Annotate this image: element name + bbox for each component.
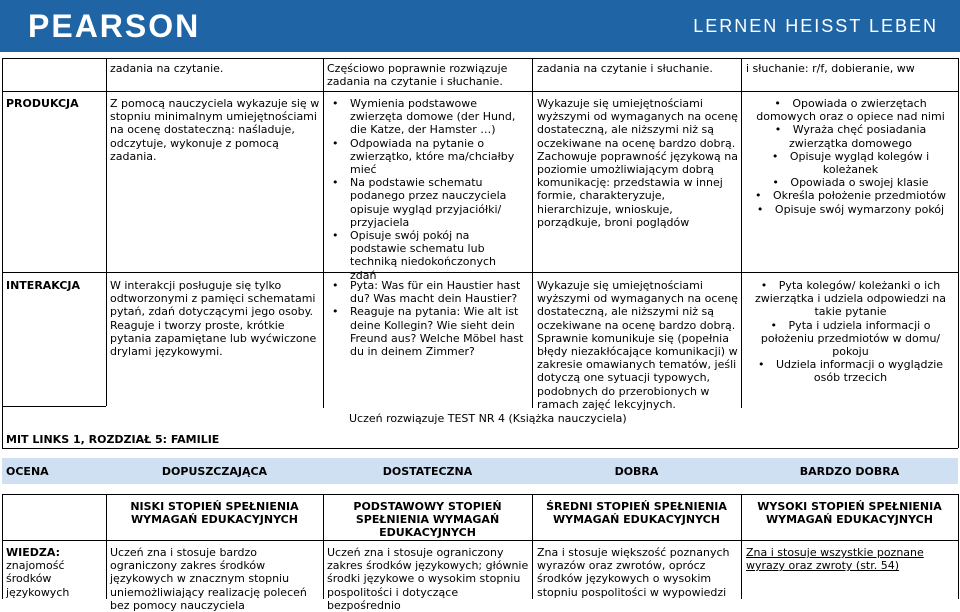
level-niski: NISKI STOPIEŃ SPEŁNIENIA WYMAGAŃ EDUKACYJNYCH (130, 500, 299, 527)
test-note: Uczeń rozwiązuje TEST NR 4 (Książka nauczyciela) (349, 412, 627, 425)
grade-dobra: DOBRA (614, 465, 659, 478)
col-divider (532, 494, 533, 599)
top-row-cell: i słuchanie: r/f, dobieranie, ww (746, 62, 915, 75)
top-row-cell: zadania na czytanie. (110, 62, 224, 75)
col-divider (958, 494, 959, 599)
grade-dopuszczajaca: DOPUSZCZAJĄCA (161, 465, 268, 478)
level-podstawowy: PODSTAWOWY STOPIEŃ SPEŁNIENIA WYMAGAŃ EDUKACYJNYCH (353, 500, 502, 540)
list-item: • Na podstawie schematu podanego przez nauczyciela opisuje wygląd przyjaciółki/ przyjaciela (324, 176, 523, 229)
produkcja-col3: Wykazuje się umiejętnościami wyższymi od wymaganych na ocenę dostateczną, ale niższymi niż są oczekiwane na ocenę bardzo dobrą. Zachowuje poprawność językową na poziomie umożliwiającym dobrą komunikację: przedstawia w innej formie, charakteryzuje, hierarchizuje, wnioskuje, porządkuje, broni poglądów (537, 97, 739, 229)
produkcja-col1: Z pomocą nauczyciela wykazuje się w stopniu minimalnym umiejętnościami na ocenę dostateczną: naśladuje, odczytuje, wykonuje z pomocą zadania. (110, 97, 320, 163)
wiedza-col3: Zna i stosuje większość poznanych wyrazów oraz zwrotów, oprócz środków językowych o wysokim stopniu pospolitości w wypowiedzi (537, 546, 730, 599)
wiedza-title: WIEDZA: (6, 546, 60, 559)
wiedza-col1: Uczeń zna i stosuje bardzo ograniczony zakres środków językowych w znacznym stopniu uniemożliwiający realizację poleceń bez pomocy nauczyciela (110, 546, 307, 612)
row-divider (2, 448, 958, 449)
wiedza-col4: Zna i stosuje wszystkie poznane wyrazy oraz zwroty (str. 54) (746, 546, 924, 573)
slogan-text: LERNEN HEISST LEBEN (693, 16, 938, 36)
wiedza-subtitle: znajomość środków językowych (6, 559, 70, 599)
pearson-banner (0, 0, 960, 52)
interakcja-col1: W interakcji posługuje się tylko odtworzonymi z pamięci schematami pytań, zdań dotyczącymi jego osoby. Reaguje i tworzy proste, krótkie pytania zapamiętane lub wyćwiczone drylami językowymi. (110, 279, 317, 359)
list-item: • Pyta i udziela informacji o położeniu przedmiotów w domu/ pokoju (744, 319, 957, 359)
col-divider (106, 58, 107, 406)
grade-bardzo-dobra: BARDZO DOBRA (799, 465, 900, 478)
list-item: • Określa położenie przedmiotów (744, 189, 957, 202)
list-item: • Reaguje na pytania: Wie alt ist deine Kollegin? Wie sieht dein Freund aus? Welche Möbel hast du in deinem Zimmer? (324, 305, 525, 358)
top-row-cell: zadania na czytanie i słuchanie. (537, 62, 713, 75)
grade-dostateczna: DOSTATECZNA (382, 465, 473, 478)
list-item: • Wyraża chęć posiadania zwierzątka domowego (744, 123, 957, 149)
produkcja-col2 (324, 97, 531, 282)
row-label-interakcja: INTERAKCJA (6, 279, 81, 292)
row-divider (2, 406, 106, 407)
list-item: • Opowiada o swojej klasie (744, 176, 957, 189)
row-divider (2, 494, 958, 495)
col-divider (532, 58, 533, 408)
row-divider (2, 540, 958, 541)
table-border-top (2, 58, 958, 59)
col-divider (2, 494, 3, 599)
list-item: • Wymienia podstawowe zwierzęta domowe (der Hund, die Katze, der Hamster …) (324, 97, 523, 137)
list-item: • Pyta: Was für ein Haustier hast du? Was macht dein Haustier? (324, 279, 525, 305)
col-divider (741, 58, 742, 408)
list-item: • Pyta kolegów/ koleżanki o ich zwierzątka i udziela odpowiedzi na takie pytanie (744, 279, 957, 319)
list-item: • Opisuje swój pokój na podstawie schematu lub techniką niedokończonych zdań (324, 229, 523, 282)
interakcja-col3: Wykazuje się umiejętnościami wyższymi od wymaganych na ocenę dostateczną, ale niższymi niż są oczekiwane na ocenę bardzo dobrą. Sprawnie komunikuje się (popełnia błędy niezakłócające komunikacji) w zakresie omawianych tematów, jeśli dotyczą one sytuacji typowych, podobnych do przerobionych w ramach zajęć lekcyjnych. (537, 279, 738, 411)
wiedza-label (6, 546, 104, 599)
list-item: • Udziela informacji o wyglądzie osób trzecich (744, 358, 957, 384)
interakcja-col2 (324, 279, 531, 358)
list-item: • Opisuje wygląd kolegów i koleżanek (744, 150, 957, 176)
pearson-logo: PEARSON (28, 8, 201, 44)
section-title: MIT LINKS 1, ROZDZIAŁ 5: FAMILIE (6, 433, 220, 446)
grade-label: OCENA (6, 465, 49, 478)
col-divider (2, 58, 3, 448)
interakcja-col4 (744, 279, 957, 385)
col-divider (106, 494, 107, 599)
produkcja-col4 (744, 97, 957, 216)
top-row-cell: Częściowo poprawnie rozwiązuje zadania na czytanie i słuchanie. (327, 62, 508, 89)
level-sredni: ŚREDNI STOPIEŃ SPEŁNIENIA WYMAGAŃ EDUKACYJNYCH (546, 500, 727, 527)
list-item: • Odpowiada na pytanie o zwierzątko, które ma/chciałby mieć (324, 137, 523, 177)
col-divider (958, 58, 959, 448)
list-item: • Opowiada o zwierzętach domowych oraz o opiece nad nimi (744, 97, 957, 123)
level-wysoki: WYSOKI STOPIEŃ SPEŁNIENIA WYMAGAŃ EDUKACYJNYCH (757, 500, 942, 527)
row-divider (2, 91, 958, 92)
col-divider (323, 494, 324, 599)
col-divider (741, 494, 742, 599)
wiedza-col2: Uczeń zna i stosuje ograniczony zakres środków językowych; głównie środki językowe o wysokim stopniu pospolitości i dotyczące bezpośrednio (327, 546, 529, 612)
list-item: • Opisuje swój wymarzony pokój (744, 203, 957, 216)
row-label-produkcja: PRODUKCJA (6, 97, 79, 110)
